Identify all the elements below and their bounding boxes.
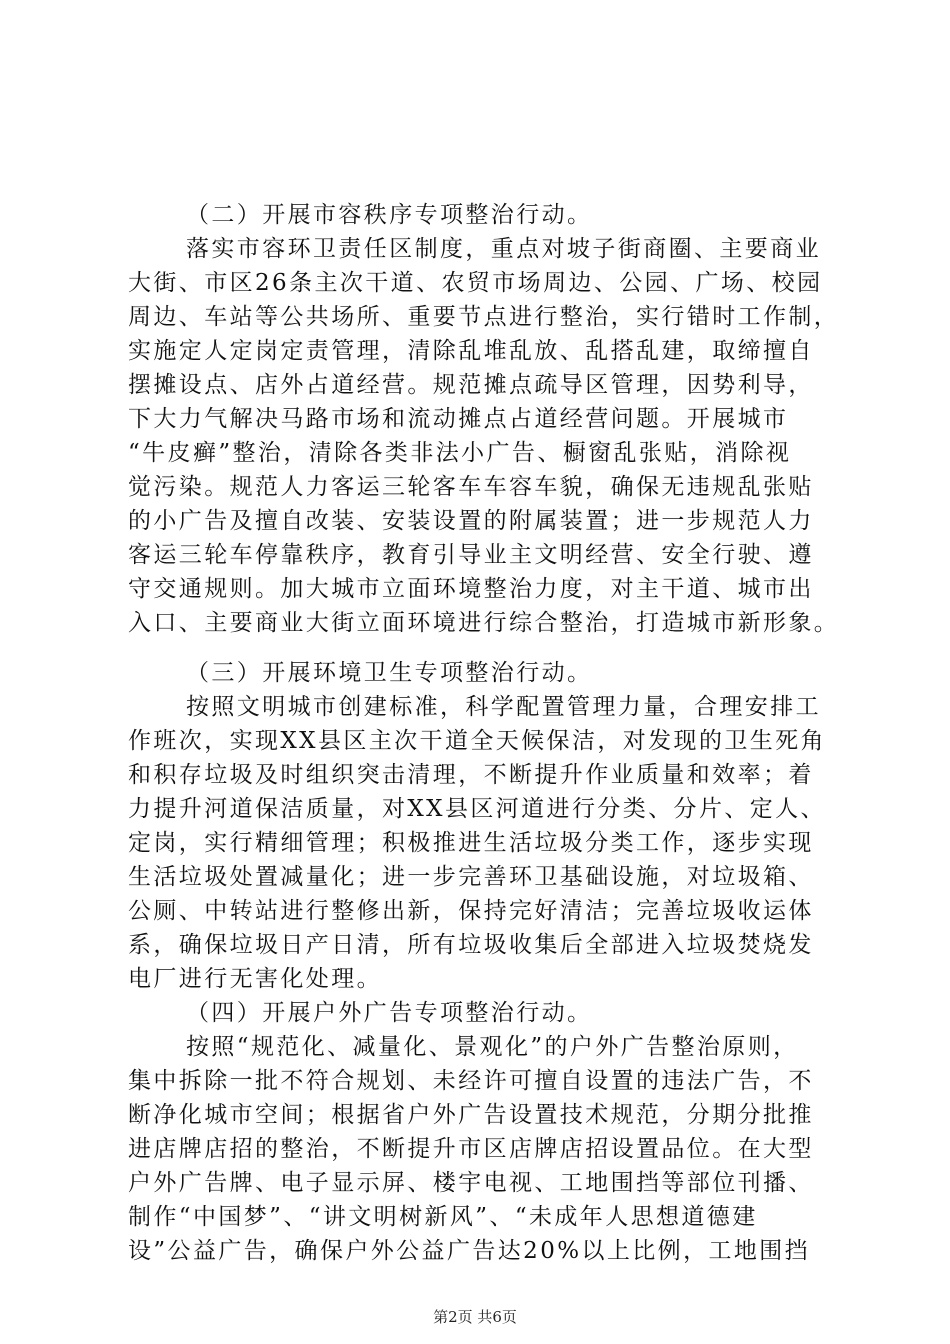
paragraph-line: 制作“中国梦”、“讲文明树新风”、“未成年人思想道德建 [128, 1204, 758, 1230]
paragraph-line: “牛皮癣”整治，清除各类非法小广告、橱窗乱张贴，消除视 [128, 440, 792, 466]
paragraph-line: 守交通规则。加大城市立面环境整治力度，对主干道、城市出 [128, 576, 814, 602]
paragraph-line: 大街、市区26条主次干道、农贸市场周边、公园、广场、校园 [128, 270, 823, 296]
paragraph-line: 户外广告牌、电子显示屏、楼宇电视、工地围挡等部位刊播、 [128, 1170, 814, 1196]
paragraph-line: 系，确保垃圾日产日清，所有垃圾收集后全部进入垃圾焚烧发 [128, 932, 814, 958]
paragraph-line: 实施定人定岗定责管理，清除乱堆乱放、乱搭乱建，取缔擅自 [128, 338, 814, 364]
section-heading: （二）开展市容秩序专项整治行动。 [186, 202, 593, 228]
paragraph-line: 集中拆除一批不符合规划、未经许可擅自设置的违法广告，不 [128, 1068, 814, 1094]
paragraph-line: 和积存垃圾及时组织突击清理，不断提升作业质量和效率；着 [128, 762, 814, 788]
paragraph-line: 下大力气解决马路市场和流动摊点占道经营问题。开展城市 [128, 406, 789, 432]
paragraph-line: 设”公益广告，确保户外公益广告达20%以上比例，工地围挡 [128, 1238, 811, 1264]
paragraph-line: 客运三轮车停靠秩序，教育引导业主文明经营、安全行驶、遵 [128, 542, 814, 568]
section-heading: （四）开展户外广告专项整治行动。 [186, 1000, 593, 1026]
paragraph-line: 按照“规范化、减量化、景观化”的户外广告整治原则， [186, 1034, 799, 1060]
paragraph-line: 进店牌店招的整治，不断提升市区店牌店招设置品位。在大型 [128, 1136, 814, 1162]
paragraph-line: 作班次，实现XX县区主次干道全天候保洁，对发现的卫生死角 [128, 728, 826, 754]
paragraph-line: 入口、主要商业大街立面环境进行综合整治，打造城市新形象。 [128, 610, 840, 636]
paragraph-line: 落实市容环卫责任区制度，重点对坡子街商圈、主要商业 [186, 236, 821, 262]
paragraph-line: 按照文明城市创建标准，科学配置管理力量，合理安排工 [186, 694, 821, 720]
paragraph-line: 公厕、中转站进行整修出新，保持完好清洁；完善垃圾收运体 [128, 898, 814, 924]
paragraph-line: 周边、车站等公共场所、重要节点进行整治，实行错时工作制， [128, 304, 840, 330]
page-number-footer: 第2页 共6页 [433, 1308, 517, 1326]
paragraph-line: 定岗，实行精细管理；积极推进生活垃圾分类工作，逐步实现 [128, 830, 814, 856]
paragraph-line: 断净化城市空间；根据省户外广告设置技术规范，分期分批推 [128, 1102, 814, 1128]
paragraph-line: 摆摊设点、店外占道经营。规范摊点疏导区管理，因势利导， [128, 372, 814, 398]
paragraph-line: 的小广告及擅自改装、安装设置的附属装置；进一步规范人力 [128, 508, 814, 534]
section-heading: （三）开展环境卫生专项整治行动。 [186, 660, 593, 686]
paragraph-line: 生活垃圾处置减量化；进一步完善环卫基础设施，对垃圾箱、 [128, 864, 814, 890]
paragraph-line: 力提升河道保洁质量，对XX县区河道进行分类、分片、定人、 [128, 796, 826, 822]
paragraph-line: 电厂进行无害化处理。 [128, 966, 382, 992]
paragraph-line: 觉污染。规范人力客运三轮客车车容车貌，确保无违规乱张贴 [128, 474, 814, 500]
